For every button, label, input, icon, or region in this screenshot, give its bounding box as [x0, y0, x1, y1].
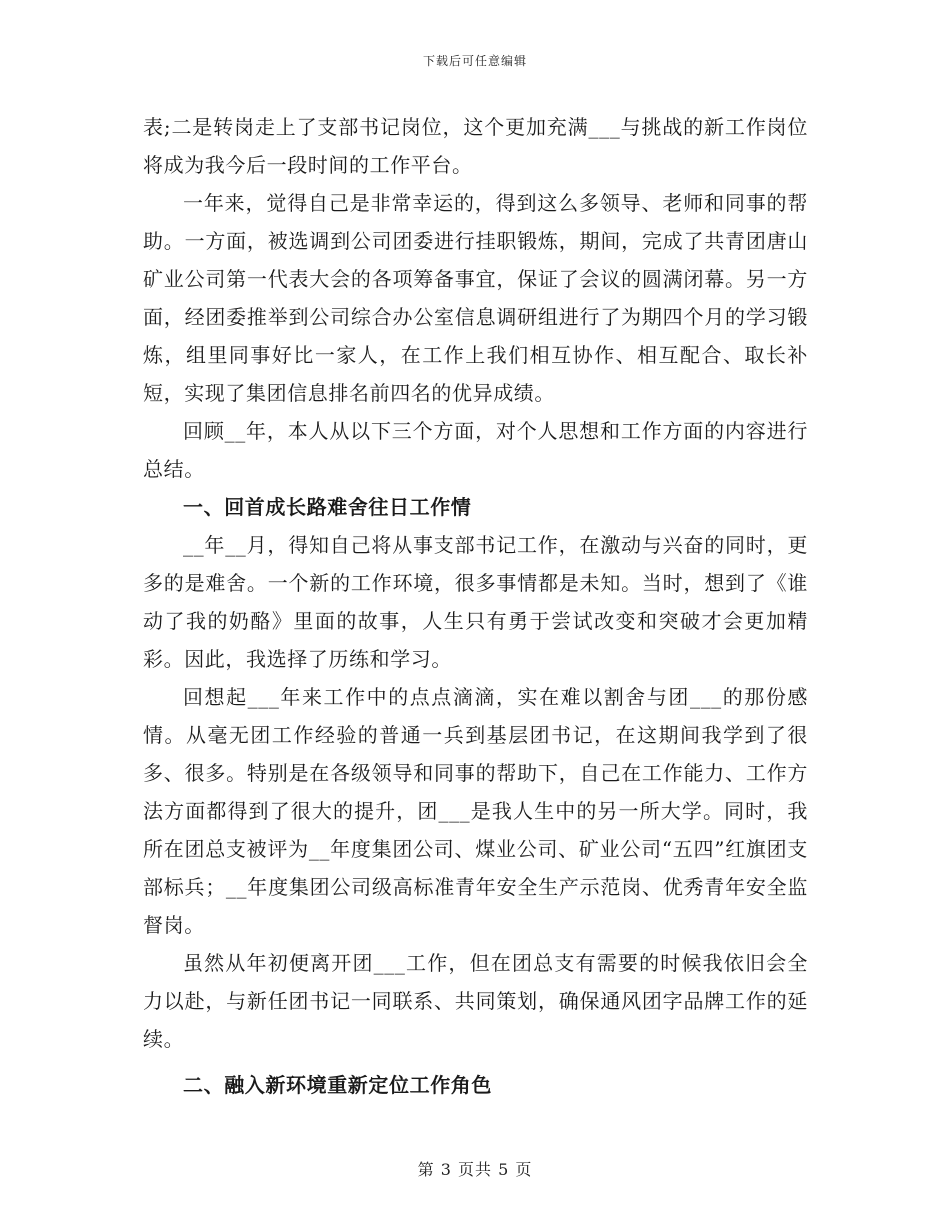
page-number: 第 3 页共 5 页 — [417, 1160, 533, 1179]
paragraph-2: 一年来，觉得自己是非常幸运的，得到这么多领导、老师和同事的帮助。一方面，被选调到公司团委进行挂职锻炼，期间，完成了共青团唐山矿业公司第一代表大会的各项筹备事宜，保证了会议的圆满闭幕。另一方面，经团委推举到公司综合办公室信息调研组进行了为期四个月的学习锻炼，组里同事好比一家人，在工作上我们相互协作、相互配合、取长补短，实现了集团信息排名前四名的优异成绩。 — [143, 191, 808, 405]
section-heading-1: 一、回首成长路难舍往日工作情 — [183, 495, 472, 519]
paragraph-1: 表;二是转岗走上了支部书记岗位，这个更加充满___与挑战的新工作岗位将成为我今后一段时间的工作平台。 — [143, 115, 808, 177]
section-heading-2: 二、融入新环境重新定位工作角色 — [183, 1073, 492, 1097]
document-body — [143, 108, 808, 1104]
paragraph-4: __年__月，得知自己将从事支部书记工作，在激动与兴奋的同时，更多的是难舍。一个新的工作环境，很多事情都是未知。当时，想到了《谁动了我的奶酪》里面的故事，人生只有勇于尝试改变和突破才会更加精彩。因此，我选择了历练和学习。 — [143, 533, 808, 671]
paragraph-5: 回想起___年来工作中的点点滴滴，实在难以割舍与团___的那份感情。从毫无团工作经验的普通一兵到基层团书记，在这期间我学到了很多、很多。特别是在各级领导和同事的帮助下，自己在工作能力、工作方法方面都得到了很大的提升，团___是我人生中的另一所大学。同时，我所在团总支被评为__年度集团公司、煤业公司、矿业公司“五四”红旗团支部标兵；__年度集团公司级高标准青年安全生产示范岗、优秀青年安全监督岗。 — [143, 685, 808, 937]
paragraph-3: 回顾__年，本人从以下三个方面，对个人思想和工作方面的内容进行总结。 — [143, 419, 808, 481]
page-header: 下载后可任意编辑 — [422, 54, 527, 68]
paragraph-6: 虽然从年初便离开团___工作，但在团总支有需要的时候我依旧会全力以赴，与新任团书记一同联系、共同策划，确保通风团字品牌工作的延续。 — [143, 951, 808, 1051]
